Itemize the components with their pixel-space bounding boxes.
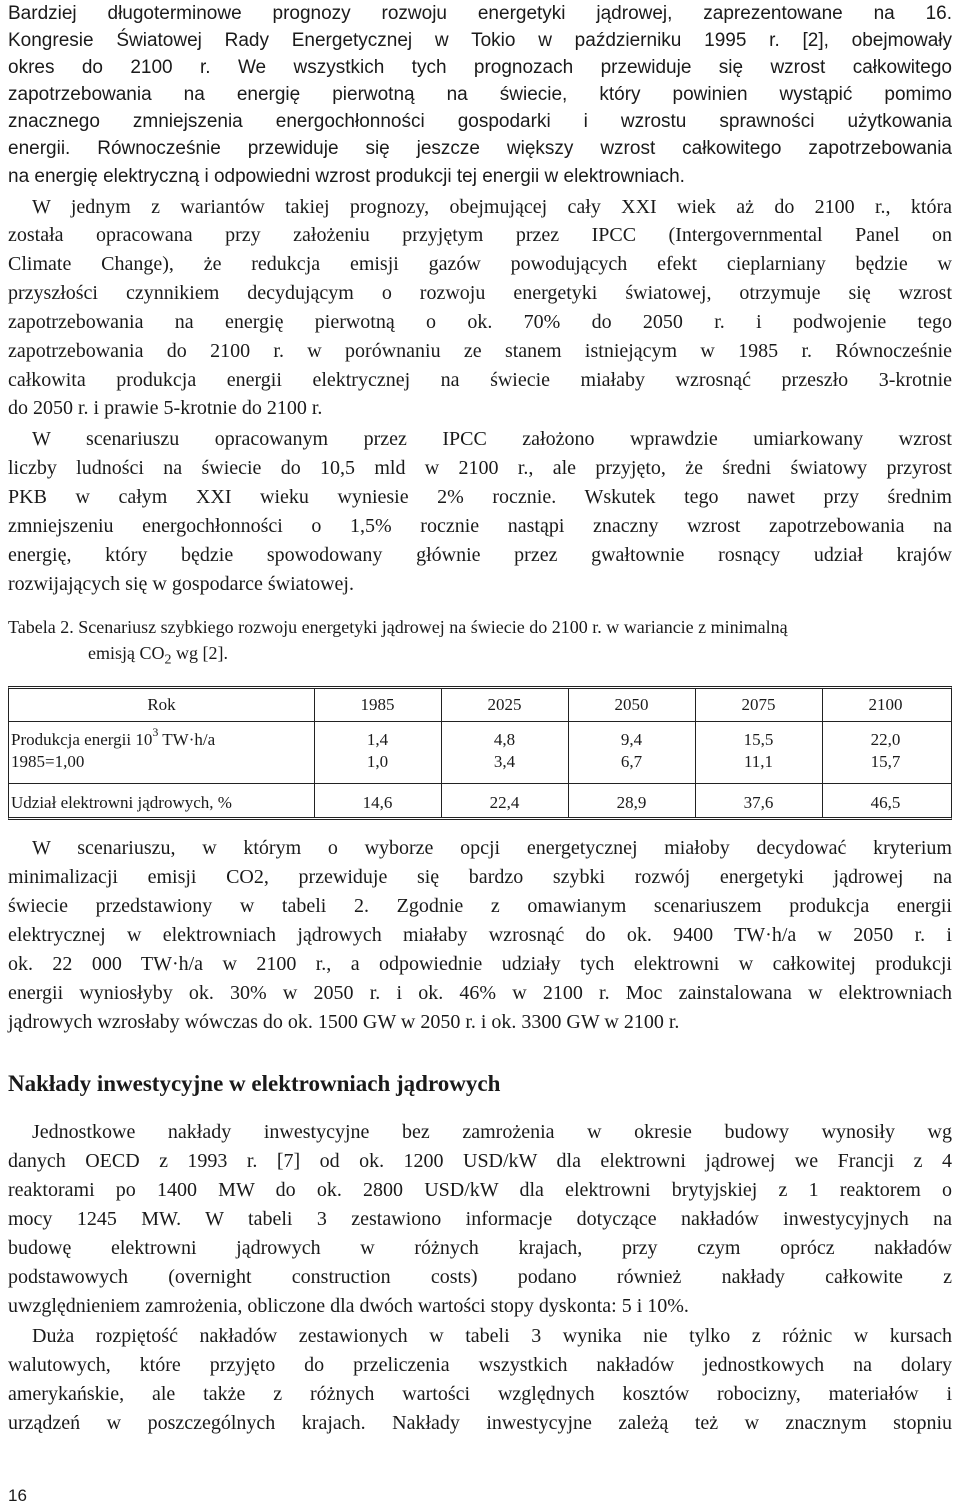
- text-line: ok. 22 000 TW·h/a w 2100 r., a odpowiednie udziały tych elektrowni w całkowitej produkcji: [8, 953, 952, 975]
- text-line: W jednym z wariantów takiej prognozy, obejmującej cały XXI wiek aż do 2100 r., która: [32, 196, 952, 218]
- table-cell: 11,1: [743, 752, 774, 771]
- text-line: została opracowana przy założeniu przyjętym przez IPCC (Intergovernmental Panel on: [8, 224, 952, 246]
- table-row-label: 1985=1,00: [11, 752, 85, 771]
- text-line: Climate Change), że redukcja emisji gazów powodujących efekt cieplarniany będzie w: [8, 253, 952, 275]
- text-line: PKB w całym XXI wieku wyniesie 2% rocznie. Wskutek tego nawet przy średnim: [8, 486, 952, 508]
- text-line: energii. Równocześnie przewiduje się jeszcze większy wzrost całkowitego zapotrzebowania: [8, 138, 952, 159]
- caption-subscript: 2: [164, 652, 172, 668]
- text-line: Jednostkowe nakłady inwestycyjne bez zamrożenia w okresie budowy wynosiły wg: [32, 1121, 952, 1143]
- table-cell: 22,4: [489, 793, 520, 812]
- text-line: podstawowych (overnight construction costs) podano również nakłady całkowite z: [8, 1266, 952, 1288]
- data-table: [8, 686, 952, 820]
- text-line: W scenariuszu, w którym o wyborze opcji energetycznej miałoby decydować kryterium: [32, 837, 952, 859]
- text-line: do 2050 r. i prawie 5-krotnie do 2100 r.: [8, 397, 323, 419]
- table-cell: 46,5: [870, 793, 901, 812]
- table-caption-line2: [8, 639, 952, 667]
- table-header-cell: 2050: [614, 695, 649, 714]
- text-line: reaktorami po 1400 MW do ok. 2800 USD/kW dla elektrowni brytyjskiej z 1 reaktorem o: [8, 1179, 952, 1201]
- table-cell: 9,4: [620, 730, 643, 749]
- table-header-cell: 2075: [741, 695, 776, 714]
- text-line: zapotrzebowania na energię pierwotną o ok. 70% do 2050 r. i podwojenie tego: [8, 311, 952, 333]
- text-line: na energię elektryczną i odpowiedni wzrost produkcji tej energii w elektrowniach.: [8, 166, 685, 187]
- table-cell: 1,4: [366, 730, 389, 749]
- table-divider: [9, 721, 951, 722]
- table-header-cell: 2100: [868, 695, 903, 714]
- text-line: urządzeń w poszczególnych krajach. Nakłady inwestycyjne zależą też w znacznym stopniu: [8, 1412, 952, 1434]
- table-header-cell: Rok: [147, 695, 176, 714]
- table-cell: 37,6: [743, 793, 774, 812]
- table-cell: 14,6: [362, 793, 393, 812]
- text-line: zapotrzebowania na energię pierwotną na świecie, który powinien wystąpić pomimo: [8, 84, 952, 105]
- text-line: okres do 2100 r. We wszystkich tych prognozach przewiduje się wzrost całkowitego: [8, 57, 952, 78]
- caption-text: emisją CO: [88, 643, 165, 663]
- table-cell: 28,9: [616, 793, 647, 812]
- table-cell: 15,5: [743, 730, 774, 749]
- table-cell: 1,0: [366, 752, 389, 771]
- text-line: minimalizacji emisji CO2, przewiduje się bardzo szybki rozwój energetyki jądrowej na: [8, 866, 952, 888]
- text-line: Kongresie Światowej Rady Energetycznej w Tokio w październiku 1995 r. [2], obejmowały: [8, 30, 952, 51]
- text-line: elektrycznej w elektrowniach jądrowych miałaby wzrosnąć do ok. 9400 TW·h/a w 2050 r. i: [8, 924, 952, 946]
- text-line: uwzględnieniem zamrożenia, obliczone dla dwóch wartości stopy dyskonta: 5 i 10%.: [8, 1295, 689, 1317]
- table-header-cell: 2025: [487, 695, 522, 714]
- table-row-label: Udział elektrowni jądrowych, %: [11, 793, 232, 812]
- text-line: zapotrzebowania do 2100 r. w porównaniu ze stanem istniejącym w 1985 r. Równocześnie: [8, 340, 952, 362]
- section-heading: Nakłady inwestycyjne w elektrowniach jądrowych: [8, 1071, 501, 1096]
- text-line: rozwijających się w gospodarce światowej.: [8, 573, 354, 595]
- text-line: energii wyniosłyby ok. 30% w 2050 r. i ok. 46% w 2100 r. Moc zainstalowana w elektrowniach: [8, 982, 952, 1004]
- row-label-text: Produkcja energii 10: [11, 730, 153, 749]
- table-divider: [9, 783, 951, 784]
- text-line: zmniejszeniu energochłonności o 1,5% rocznie nastąpi znaczny wzrost zapotrzebowania na: [8, 515, 952, 537]
- text-line: budowę elektrowni jądrowych w różnych krajach, przy czym oprócz nakładów: [8, 1237, 952, 1259]
- table-cell: 6,7: [620, 752, 643, 771]
- table-cell: 22,0: [870, 730, 901, 749]
- table-cell: 3,4: [493, 752, 516, 771]
- text-line: całkowita produkcja energii elektrycznej na świecie miałaby wzrosnąć przeszło 3-krotnie: [8, 369, 952, 391]
- text-line: Duża rozpiętość nakładów zestawionych w tabeli 3 wynika nie tylko z różnic w kursach: [32, 1325, 952, 1347]
- page-number: 16: [8, 1486, 27, 1505]
- table-cell: 15,7: [870, 752, 901, 771]
- text-line: Bardziej długoterminowe prognozy rozwoju energetyki jądrowej, zaprezentowane na 16.: [8, 3, 952, 24]
- text-line: przyszłości czynnikiem decydującym o rozwoju energetyki światowej, otrzymuje się wzrost: [8, 282, 952, 304]
- text-line: liczby ludności na świecie do 10,5 mld w 2100 r., ale przyjęto, że średni światowy przyrost: [8, 457, 952, 479]
- caption-text: wg [2].: [171, 643, 228, 663]
- text-line: W scenariuszu opracowanym przez IPCC założono wprawdzie umiarkowany wzrost: [32, 428, 952, 450]
- text-line: znacznego zmniejszenia energochłonności gospodarki i wzrostu sprawności użytkowania: [8, 111, 952, 132]
- table-caption: Tabela 2. Scenariusz szybkiego rozwoju energetyki jądrowej na świecie do 2100 r. w wariancie z minimalną: [8, 617, 788, 637]
- text-line: energię, który będzie spowodowany głównie przez gwałtownie rosnący udział krajów: [8, 544, 952, 566]
- text-line: jądrowych wzrosłaby wówczas do ok. 1500 GW w 2050 r. i ok. 3300 GW w 2100 r.: [8, 1011, 680, 1033]
- text-line: walutowych, które przyjęto do przeliczenia wszystkich nakładów jednostkowych na dolary: [8, 1354, 952, 1376]
- table-header-cell: 1985: [360, 695, 395, 714]
- text-line: danych OECD z 1993 r. [7] od ok. 1200 USD/kW dla elektrowni jądrowej we Francji z 4: [8, 1150, 952, 1172]
- table-row-label: [11, 725, 216, 751]
- text-line: świecie przedstawiony w tabeli 2. Zgodnie z omawianym scenariuszem produkcja energii: [8, 895, 952, 917]
- row-label-superscript: 3: [152, 725, 159, 740]
- table-cell: 4,8: [493, 730, 516, 749]
- text-line: amerykańskie, ale także z różnych wartości względnych kosztów robocizny, materiałów i: [8, 1383, 952, 1405]
- row-label-text: TW·h/a: [158, 730, 216, 749]
- text-line: mocy 1245 MW. W tabeli 3 zestawiono informacje dotyczące nakładów inwestycyjnych na: [8, 1208, 952, 1230]
